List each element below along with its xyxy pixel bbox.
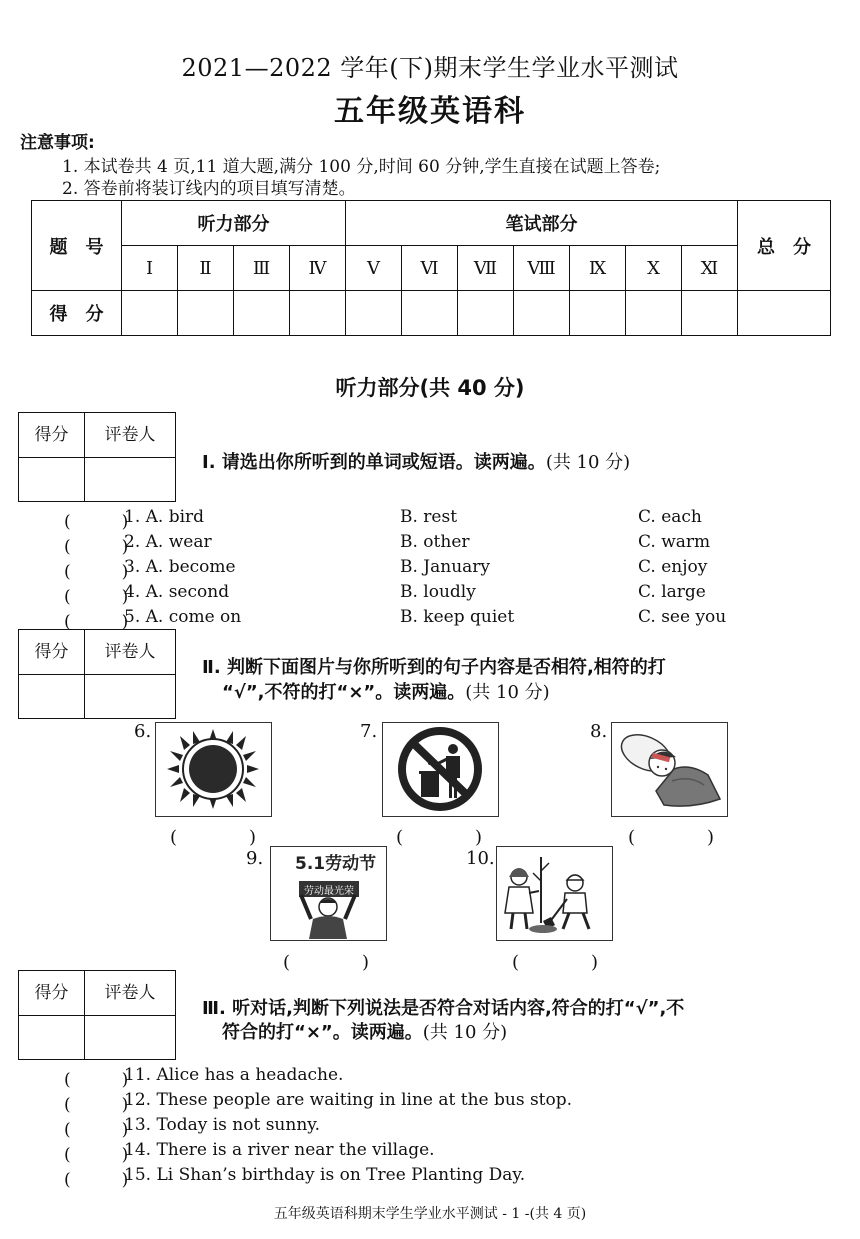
answer-paren[interactable]: ( ) [64,587,129,607]
score-cell[interactable] [234,291,290,336]
list-item: ( ) 2. A. wear B. other C. warm [64,532,711,557]
list-item: ( ) 14. There is a river near the village. [64,1140,435,1165]
labor-day-banner: 5.1劳动节 [295,854,377,874]
section-numeral: Ⅹ [626,246,682,291]
answer-paren[interactable]: ( ) [64,1095,129,1115]
grader-label: 评卷人 [85,413,175,458]
exam-subject: 五年级英语科 [334,94,526,129]
no-littering-icon [382,722,499,817]
notes-heading: 注意事项: [20,133,95,153]
section-numeral: Ⅳ [290,246,346,291]
section-numeral: Ⅱ [178,246,234,291]
answer-paren[interactable]: ( ) [64,1170,129,1190]
list-item: ( ) 5. A. come on B. keep quiet C. see you [64,607,727,632]
exam-title: 2021—2022 学年(下)期末学生学业水平测试 [181,54,679,82]
answer-paren[interactable]: ( ) [64,537,129,557]
grader-box [18,412,176,502]
tree-planting-icon [496,846,613,941]
grader-label: 评卷人 [85,630,175,675]
section-numeral: Ⅴ [346,246,402,291]
list-item: ( ) 11. Alice has a headache. [64,1065,344,1090]
score-cell[interactable] [626,291,682,336]
score-label: 得分 [19,413,85,458]
score-cell[interactable] [122,291,178,336]
total-score-label: 总 分 [738,201,831,291]
section-numeral: Ⅵ [402,246,458,291]
picture-number: 7. [360,721,378,742]
writing-part-label: 笔试部分 [346,201,738,246]
score-cell[interactable] [458,291,514,336]
section-2-title-line1: Ⅱ. 判断下面图片与你所听到的句子内容是否相符,相符的打 [202,657,666,678]
page-footer: 五年级英语科期末学生学业水平测试 - 1 -(共 4 页) [273,1206,587,1222]
picture-number: 6. [134,721,152,742]
sick-in-bed-icon [611,722,728,817]
grader-box [18,629,176,719]
score-table [31,200,831,336]
list-item: ( ) 3. A. become B. January C. enjoy [64,557,708,582]
labor-day-icon [270,846,387,941]
section-numeral: Ⅶ [458,246,514,291]
score-cell[interactable] [402,291,458,336]
sun-icon [155,722,272,817]
score-cell[interactable] [682,291,738,336]
list-item: ( ) 4. A. second B. loudly C. large [64,582,706,607]
section-3-title-line2: 符合的打“×”。读两遍。(共 10 分) [222,1022,508,1043]
answer-paren[interactable]: ( ) [64,612,129,632]
note-item: 2. 答卷前将装订线内的项目填写清楚。 [62,179,356,199]
note-item: 1. 本试卷共 4 页,11 道大题,满分 100 分,时间 60 分钟,学生直接在试题上答卷; [62,157,661,177]
score-cell[interactable] [290,291,346,336]
answer-paren[interactable]: ( ) [64,512,129,532]
answer-paren[interactable]: ( ) [512,952,599,973]
row-label-question-number: 题 号 [32,201,122,291]
section-2-title-line2: “√”,不符的打“×”。读两遍。(共 10 分) [222,682,550,703]
answer-paren[interactable]: ( ) [64,1145,129,1165]
score-label: 得分 [19,630,85,675]
answer-paren[interactable]: ( ) [64,562,129,582]
section-1-questions [0,507,860,632]
answer-paren[interactable]: ( ) [283,952,370,973]
score-label: 得分 [19,971,85,1016]
grader-label: 评卷人 [85,971,175,1016]
section-numeral: Ⅰ [122,246,178,291]
section-numeral: Ⅸ [570,246,626,291]
answer-paren[interactable]: ( ) [396,827,483,848]
picture-number: 10. [466,848,495,869]
grader-box [18,970,176,1060]
section-3-questions [0,1065,860,1190]
listening-part-label: 听力部分 [122,201,346,246]
section-numeral: Ⅲ [234,246,290,291]
labor-day-sign: 劳动最光荣 [304,886,354,897]
score-input[interactable] [19,458,85,501]
score-cell[interactable] [346,291,402,336]
answer-paren[interactable]: ( ) [64,1120,129,1140]
score-cell[interactable] [178,291,234,336]
picture-number: 9. [246,848,264,869]
list-item: ( ) 15. Li Shan’s birthday is on Tree Planting Day. [64,1165,526,1190]
answer-paren[interactable]: ( ) [628,827,715,848]
total-score-cell[interactable] [738,291,831,336]
list-item: ( ) 12. These people are waiting in line at the bus stop. [64,1090,573,1115]
list-item: ( ) 13. Today is not sunny. [64,1115,321,1140]
answer-paren[interactable]: ( ) [170,827,257,848]
list-item: ( ) 1. A. bird B. rest C. each [64,507,702,532]
section-numeral: Ⅷ [514,246,570,291]
section-1-title: Ⅰ. 请选出你所听到的单词或短语。读两遍。(共 10 分) [202,452,631,473]
score-cell[interactable] [514,291,570,336]
listening-part-heading: 听力部分(共 40 分) [335,376,525,400]
score-cell[interactable] [570,291,626,336]
score-input[interactable] [19,1016,85,1059]
score-input[interactable] [19,675,85,718]
section-3-title-line1: Ⅲ. 听对话,判断下列说法是否符合对话内容,符合的打“√”,不 [202,998,685,1019]
picture-number: 8. [590,721,608,742]
score-row-label: 得 分 [32,291,122,336]
answer-paren[interactable]: ( ) [64,1070,129,1090]
section-numeral: Ⅺ [682,246,738,291]
